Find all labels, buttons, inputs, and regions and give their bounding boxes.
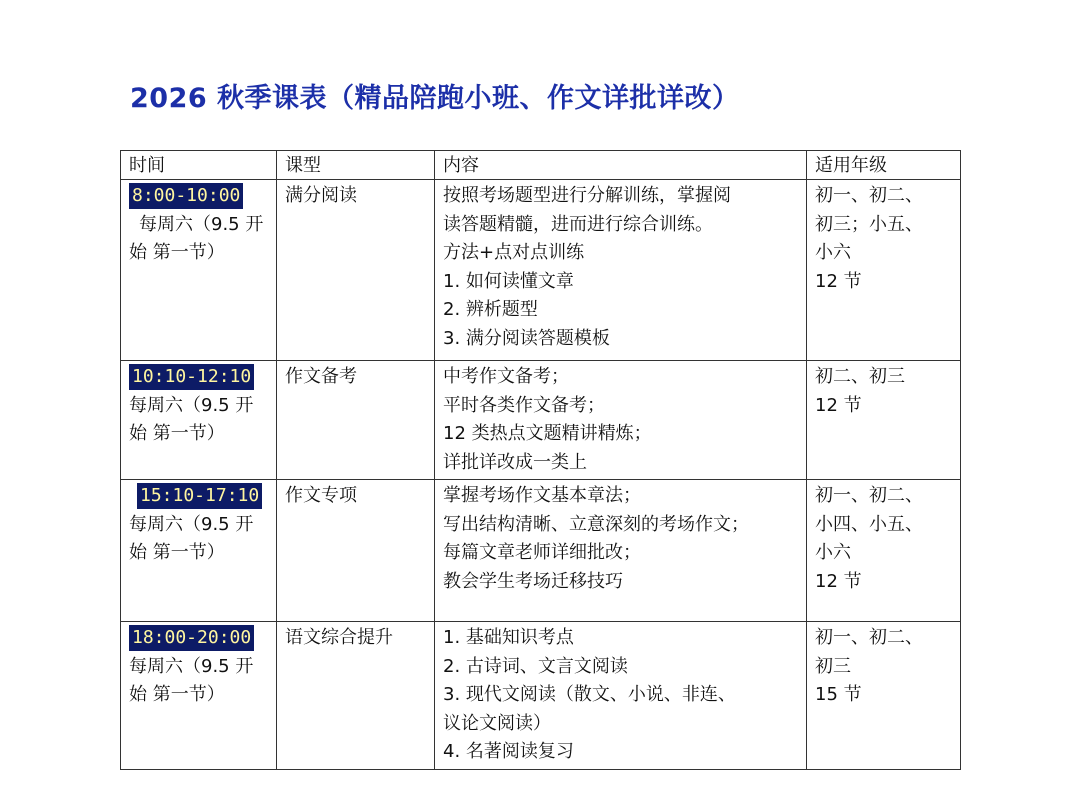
schedule-table bbox=[120, 150, 961, 770]
content-cell bbox=[435, 180, 807, 361]
table-row bbox=[121, 180, 961, 361]
time-cell bbox=[121, 361, 277, 480]
grades-cell bbox=[807, 180, 961, 361]
schedule-line: 每周六（9.5 开 bbox=[129, 655, 254, 677]
schedule-line: 每周六（9.5 开 bbox=[139, 213, 264, 235]
header-grades: 适用年级 bbox=[807, 151, 961, 180]
content-line: 议论文阅读） bbox=[443, 712, 551, 734]
content-line: 3. 现代文阅读（散文、小说、非连、 bbox=[443, 684, 736, 705]
grades-cell bbox=[807, 361, 961, 480]
time-highlight: 10:10-12:10 bbox=[129, 364, 254, 390]
grades-line: 初一、初二、 bbox=[815, 485, 923, 506]
content-cell bbox=[435, 480, 807, 622]
time-cell bbox=[121, 480, 277, 622]
content-line: 3. 满分阅读答题模板 bbox=[443, 327, 610, 349]
schedule-line: 始 第一节） bbox=[129, 242, 225, 263]
content-line: 掌握考场作文基本章法； bbox=[443, 485, 641, 506]
content-line: 写出结构清晰、立意深刻的考场作文； bbox=[443, 513, 749, 535]
grades-line: 初一、初二、 bbox=[815, 627, 923, 648]
table-row bbox=[121, 480, 961, 622]
grades-line: 初二、初三 bbox=[815, 366, 905, 387]
type-cell: 语文综合提升 bbox=[277, 622, 435, 770]
grades-line: 小六 bbox=[815, 242, 851, 263]
grades-line: 15 节 bbox=[815, 684, 862, 705]
schedule-line: 每周六（9.5 开 bbox=[129, 513, 254, 535]
content-line: 中考作文备考； bbox=[443, 366, 569, 387]
table-header-row bbox=[121, 151, 961, 180]
time-highlight: 8:00-10:00 bbox=[129, 183, 243, 209]
content-line: 2. 古诗词、文言文阅读 bbox=[443, 655, 628, 677]
content-line: 读答题精髓，进而进行综合训练。 bbox=[443, 213, 713, 235]
grades-cell bbox=[807, 480, 961, 622]
content-line: 详批详改成一类上 bbox=[443, 451, 587, 473]
time-highlight: 18:00-20:00 bbox=[129, 625, 254, 651]
content-cell bbox=[435, 361, 807, 480]
schedule-line: 始 第一节） bbox=[129, 542, 225, 563]
grades-line: 初一、初二、 bbox=[815, 185, 923, 206]
grades-line: 初三；小五、 bbox=[815, 213, 923, 235]
content-line: 方法+点对点训练 bbox=[443, 242, 585, 263]
header-time: 时间 bbox=[121, 151, 277, 180]
grades-line: 12 节 bbox=[815, 570, 862, 592]
content-line: 平时各类作文备考； bbox=[443, 394, 605, 416]
table-row bbox=[121, 361, 961, 480]
schedule-line: 始 第一节） bbox=[129, 423, 225, 444]
content-line: 12 类热点文题精讲精炼； bbox=[443, 423, 652, 444]
content-cell bbox=[435, 622, 807, 770]
time-highlight: 15:10-17:10 bbox=[137, 483, 262, 509]
content-line: 1. 基础知识考点 bbox=[443, 627, 574, 648]
type-cell: 满分阅读 bbox=[277, 180, 435, 361]
grades-line: 初三 bbox=[815, 655, 851, 677]
type-cell: 作文备考 bbox=[277, 361, 435, 480]
time-cell bbox=[121, 180, 277, 361]
header-content: 内容 bbox=[435, 151, 807, 180]
table-row bbox=[121, 622, 961, 770]
content-line: 按照考场题型进行分解训练，掌握阅 bbox=[443, 185, 731, 206]
content-line: 每篇文章老师详细批改； bbox=[443, 542, 641, 563]
content-line: 2. 辨析题型 bbox=[443, 299, 538, 320]
page-title: 2026 秋季课表（精品陪跑小班、作文详批详改） bbox=[130, 83, 740, 114]
grades-line: 小六 bbox=[815, 542, 851, 563]
header-type: 课型 bbox=[277, 151, 435, 180]
content-line: 4. 名著阅读复习 bbox=[443, 741, 574, 762]
grades-cell bbox=[807, 622, 961, 770]
grades-line: 12 节 bbox=[815, 394, 862, 416]
content-line: 1. 如何读懂文章 bbox=[443, 270, 574, 292]
content-line: 教会学生考场迁移技巧 bbox=[443, 570, 623, 592]
schedule-line: 每周六（9.5 开 bbox=[129, 394, 254, 416]
type-cell: 作文专项 bbox=[277, 480, 435, 622]
grades-line: 小四、小五、 bbox=[815, 513, 923, 535]
time-cell bbox=[121, 622, 277, 770]
grades-line: 12 节 bbox=[815, 270, 862, 292]
schedule-line: 始 第一节） bbox=[129, 684, 225, 705]
